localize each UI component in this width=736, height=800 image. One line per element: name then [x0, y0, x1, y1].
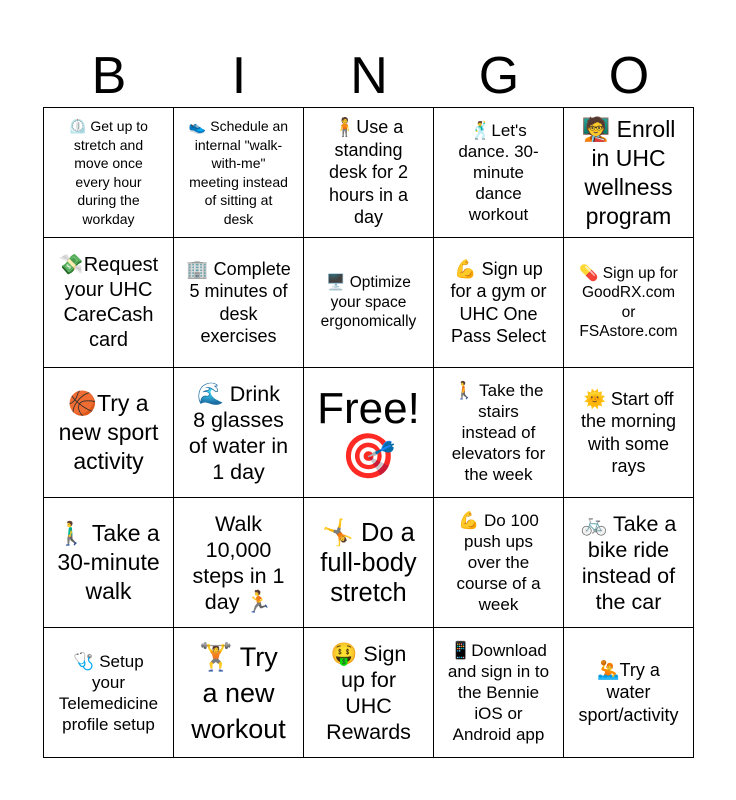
cell-text: 🧑‍🏫 Enroll in UHC wellness program — [581, 115, 676, 229]
cell-text: 🌊 Drink 8 glasses of water in 1 day — [188, 381, 289, 484]
bingo-cell[interactable] — [304, 498, 434, 628]
bingo-cell[interactable] — [44, 368, 174, 498]
bingo-cell[interactable] — [304, 238, 434, 368]
cell-text: 🤑 Sign up for UHC Rewards — [326, 641, 411, 744]
cell-text: 🚲 Take a bike ride instead of the car — [580, 511, 677, 614]
header-letter-b: B — [91, 47, 127, 105]
bingo-cell[interactable] — [44, 498, 174, 628]
free-space-text: Free! 🎯 — [317, 383, 420, 481]
cell-text: 🏢 Complete 5 minutes of desk exercises — [186, 258, 291, 346]
bingo-cell[interactable] — [564, 498, 694, 628]
bingo-cell[interactable] — [564, 108, 694, 238]
cell-text: 🤽Try a water sport/activity — [578, 659, 679, 725]
cell-text: Walk 10,000 steps in 1 day 🏃 — [192, 511, 285, 614]
bingo-cell[interactable] — [434, 238, 564, 368]
bingo-cell[interactable] — [434, 368, 564, 498]
cell-text: 🏀Try a new sport activity — [58, 390, 159, 474]
cell-text: 🕺Let's dance. 30- minute dance workout — [458, 121, 539, 224]
cell-text: 💊 Sign up for GoodRX.com or FSAstore.com — [579, 264, 678, 340]
bingo-cell[interactable] — [304, 108, 434, 238]
bingo-cell[interactable] — [434, 498, 564, 628]
bingo-cell[interactable] — [174, 108, 304, 238]
cell-text: 💸Request your UHC CareCash card — [58, 253, 159, 351]
cell-text: 📱Download and sign in to the Bennie iOS or Android app — [447, 641, 550, 744]
bingo-cell[interactable] — [304, 628, 434, 758]
header-letter-i: I — [231, 47, 247, 105]
bingo-cell[interactable] — [174, 368, 304, 498]
bingo-card — [43, 107, 694, 758]
bingo-cell[interactable] — [44, 238, 174, 368]
cell-text: ⏲️ Get up to stretch and move once every hour during the workday — [69, 118, 148, 227]
cell-text: 🤸 Do a full-body stretch — [320, 518, 417, 607]
bingo-cell[interactable] — [564, 238, 694, 368]
header-letter-g: G — [478, 47, 520, 105]
cell-text: 💪 Do 100 push ups over the course of a week — [456, 511, 541, 614]
bingo-cell[interactable] — [434, 628, 564, 758]
cell-text: 🌞 Start off the morning with some rays — [580, 388, 677, 476]
cell-text: 🖥️ Optimize your space ergonomically — [320, 274, 417, 331]
cell-text: 👟 Schedule an internal "walk- with-me" meeting instead of sitting at desk — [188, 118, 289, 227]
bingo-header — [44, 46, 694, 106]
bingo-cell[interactable] — [174, 628, 304, 758]
cell-text: 🚶 Take the stairs instead of elevators for the week — [451, 381, 546, 484]
bingo-cell[interactable] — [434, 108, 564, 238]
cell-text: 🚶‍♂️ Take a 30-minute walk — [57, 520, 160, 604]
header-letter-n: N — [350, 47, 388, 105]
bingo-cell[interactable] — [44, 108, 174, 238]
bingo-cell[interactable] — [174, 238, 304, 368]
free-space-cell[interactable] — [304, 368, 434, 498]
cell-text: 🧍Use a standing desk for 2 hours in a day — [328, 117, 409, 228]
bingo-cell[interactable] — [564, 628, 694, 758]
bingo-cell[interactable] — [44, 628, 174, 758]
cell-text: 🩺 Setup your Telemedicine profile setup — [58, 651, 159, 734]
bingo-cell[interactable] — [564, 368, 694, 498]
bingo-cell[interactable] — [174, 498, 304, 628]
cell-text: 💪 Sign up for a gym or UHC One Pass Select — [450, 258, 547, 346]
cell-text: 🏋️ Try a new workout — [191, 641, 286, 744]
header-letter-o: O — [608, 47, 650, 105]
